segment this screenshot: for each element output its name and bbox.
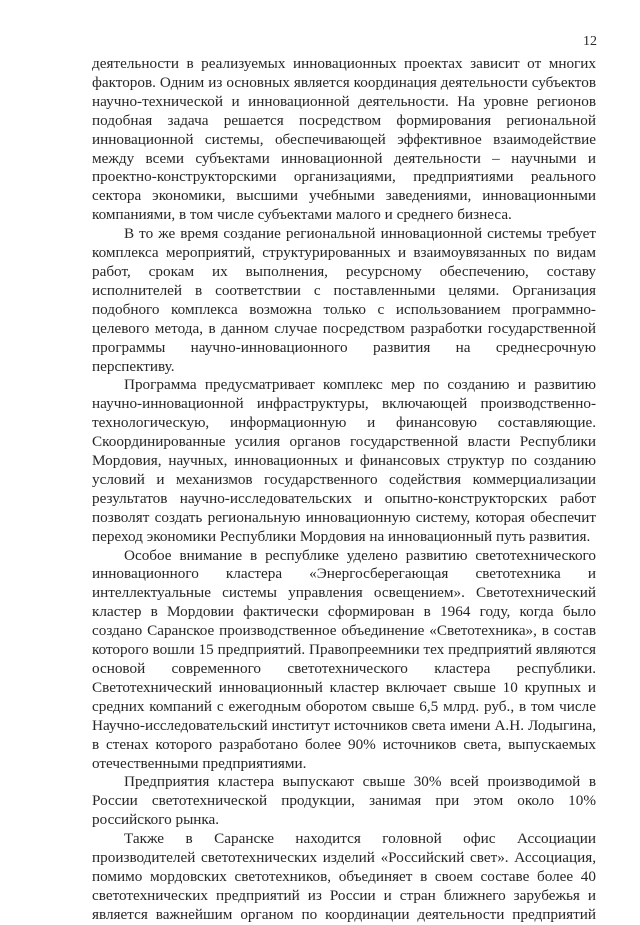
paragraph-6: Также в Саранске находится головной офис Ассоциации производителей светотехнических изделий «Российский свет». Ассоциация, помимо мордовских светотехников, объединяет в своем составе более 40 светотехнических предприятий из России и стран ближнего зарубежья и является важнейшим органом по координации деятельности предприятий — [92, 830, 596, 923]
page-number: 12 — [583, 34, 597, 49]
paragraph-3: Программа предусматривает комплекс мер по созданию и развитию научно-инновационной инфраструктуры, включающей производственно-технологическую, информационную и финансовую составляющие. Скоординированные усилия органов государственной власти Республики Мордовия, научных, инновационных и финансовых структур по созданию условий и механизмов государственного содействия коммерциализации результатов научно-исследовательских и опытно-конструкторских работ позволят создать региональную инновационную систему, которая обеспечит переход экономики Республики Мордовия на инновационный путь развития. — [92, 376, 596, 545]
paragraph-4: Особое внимание в республике уделено развитию светотехнического инновационного кластера «Энергосберегающая светотехника и интеллектуальные системы управления освещением». Светотехнический кластер в Мордовии фактически сформирован в 1964 году, когда было создано Саранское производственное объединение «Светотехника», в состав которого вошли 15 предприятий. Правопреемники тех предприятий являются основой современного светотехнического кластера республики. Светотехнический инновационный кластер включает свыше 10 крупных и средних компаний с ежегодным оборотом свыше 6,5 млрд. руб., в том числе Научно-исследовательский институт источников света имени А.Н. Лодыгина, в стенах которого разработано более 90% источников света, выпускаемых отечественными предприятиями. — [92, 546, 596, 772]
paragraph-2: В то же время создание региональной инновационной системы требует комплекса мероприятий, структурированных и взаимоувязанных по видам работ, срокам их выполнения, ресурсному обеспечению, составу исполнителей в соответствии с поставленными целями. Организация подобного комплекса возможна только с использованием программно-целевого метода, в данном случае посредством разработки государственной программы научно-инновационного развития на среднесрочную перспективу. — [92, 225, 596, 375]
document-body — [92, 55, 596, 925]
paragraph-5: Предприятия кластера выпускают свыше 30% всей производимой в России светотехнической продукции, занимая при этом около 10% российского рынка. — [92, 773, 596, 829]
paragraph-1: деятельности в реализуемых инновационных проектах зависит от многих факторов. Одним из основных является координация деятельности субъектов научно-технической и инновационной деятельности. На уровне регионов подобная задача решается посредством формирования региональной инновационной системы, обеспечивающей эффективное взаимодействие между всеми субъектами инновационной деятельности – научными и проектно-конструкторскими организациями, предприятиями реального сектора экономики, высшими учебными заведениями, инновационными компаниями, в том числе субъектами малого и среднего бизнеса. — [92, 55, 596, 224]
